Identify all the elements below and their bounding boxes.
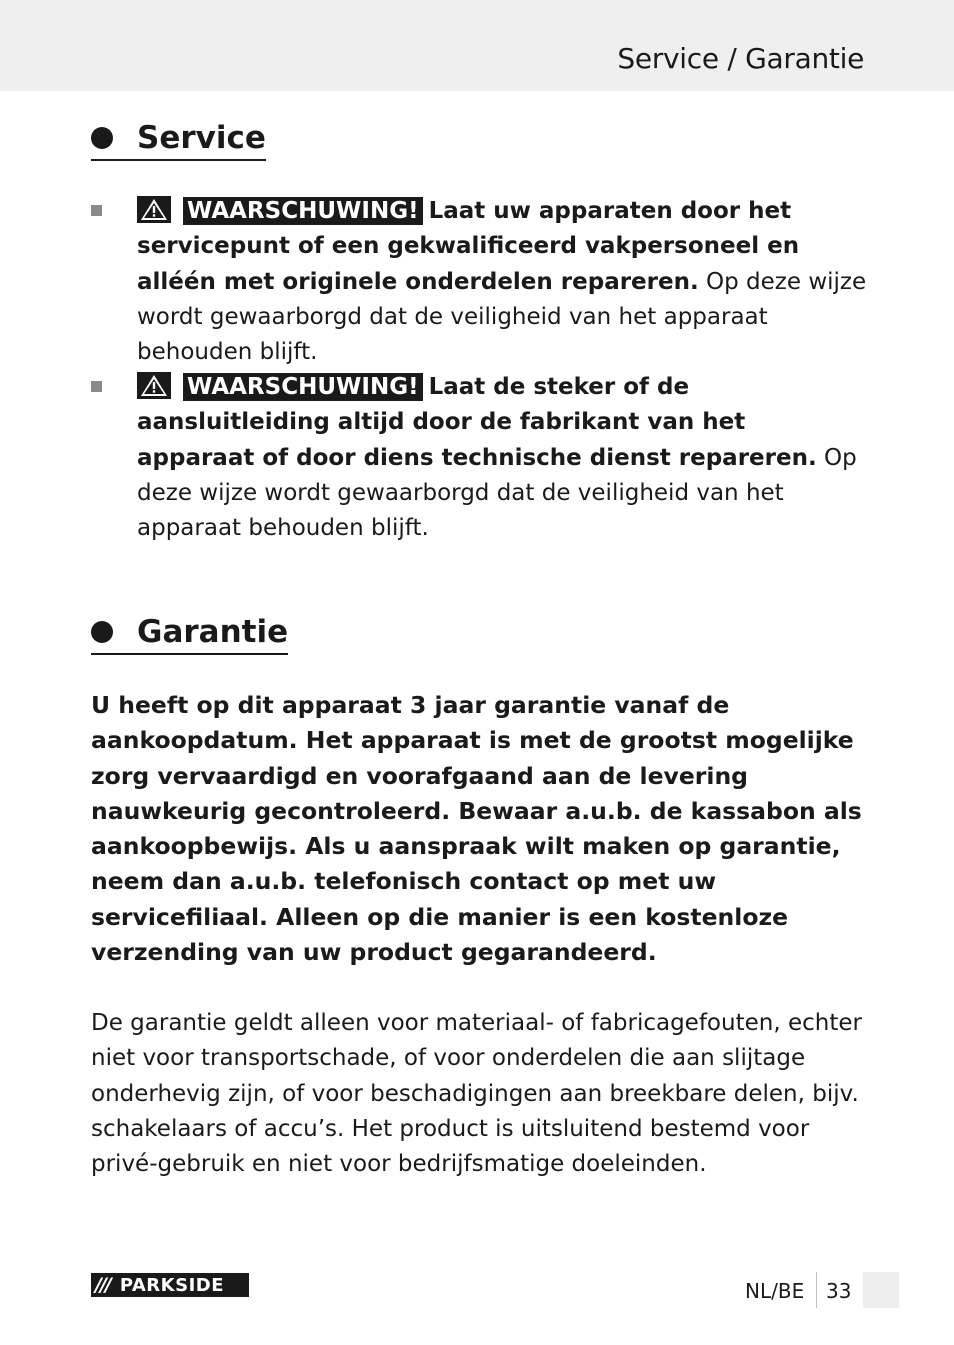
warning-triangle-icon — [137, 372, 171, 399]
warning-label: WAARSCHUWING! — [183, 373, 423, 401]
garantie-heading — [91, 614, 288, 655]
page-number: 33 — [826, 1279, 852, 1303]
garantie-paragraph: De garantie geldt alleen voor materiaal- of fabricagefouten, echter niet voor transportschade, of voor onderdelen die aan slijtage onderhevig zijn, of voor beschadigingen aan breekbare delen, bijv. schakelaars of accu’s. Het product is uitsluitend bestemd voor privé-gebruik en niet voor bedrijfsmatige doeleinden. — [91, 1010, 862, 1178]
garantie-bold-paragraph: U heeft op dit apparaat 3 jaar garantie vanaf de aankoopdatum. Het apparaat is met de grootst mogelijke zorg vervaardigd en voorafgaand aan de levering nauwkeurig gecontroleerd. Bewaar a.u.b. de kassabon als aankoopbewijs. Als u aanspraak wilt maken op garantie, neem dan a.u.b. telefonisch contact op met uw servicefiliaal. Alleen op die manier is een kostenloze verzending van uw product gegarandeerd. — [91, 691, 862, 967]
warning-normal-text: Op deze wijze wordt gewaarborgd dat de veiligheid van het apparaat behouden blijft. — [137, 444, 857, 542]
square-bullet-icon — [91, 205, 102, 216]
logo-slashes: /// — [95, 1274, 110, 1296]
service-heading-text: Service — [137, 120, 266, 156]
heading-bullet-dot — [91, 127, 113, 149]
warning-bold-text: Laat uw apparaten door het servicepunt of een gekwalificeerd vakpersoneel en alléén met originele onderdelen repareren. — [137, 198, 800, 295]
logo-brand-text: PARKSIDE — [119, 1274, 225, 1296]
square-bullet-icon — [91, 381, 102, 392]
page-header-title: Service / Garantie — [617, 42, 864, 75]
footer-language: NL/BE — [745, 1279, 805, 1303]
service-warning-item-2 — [91, 370, 867, 546]
footer-divider — [816, 1272, 817, 1308]
service-warning-item-1 — [91, 194, 867, 370]
heading-bullet-dot — [91, 621, 113, 643]
service-heading — [91, 120, 266, 161]
warning-triangle-icon — [137, 196, 171, 223]
warning-normal-text: Op deze wijze wordt gewaarborgd dat de veiligheid van het apparaat behouden blijft. — [137, 268, 867, 366]
warning-label: WAARSCHUWING! — [183, 197, 423, 225]
garantie-heading-text: Garantie — [137, 614, 289, 650]
parkside-logo — [91, 1273, 249, 1297]
warning-bold-text: Laat de steker of de aansluitleiding altijd door de fabrikant van het apparaat of door diens technische dienst repareren. — [137, 374, 817, 471]
footer-corner-box — [863, 1272, 899, 1308]
